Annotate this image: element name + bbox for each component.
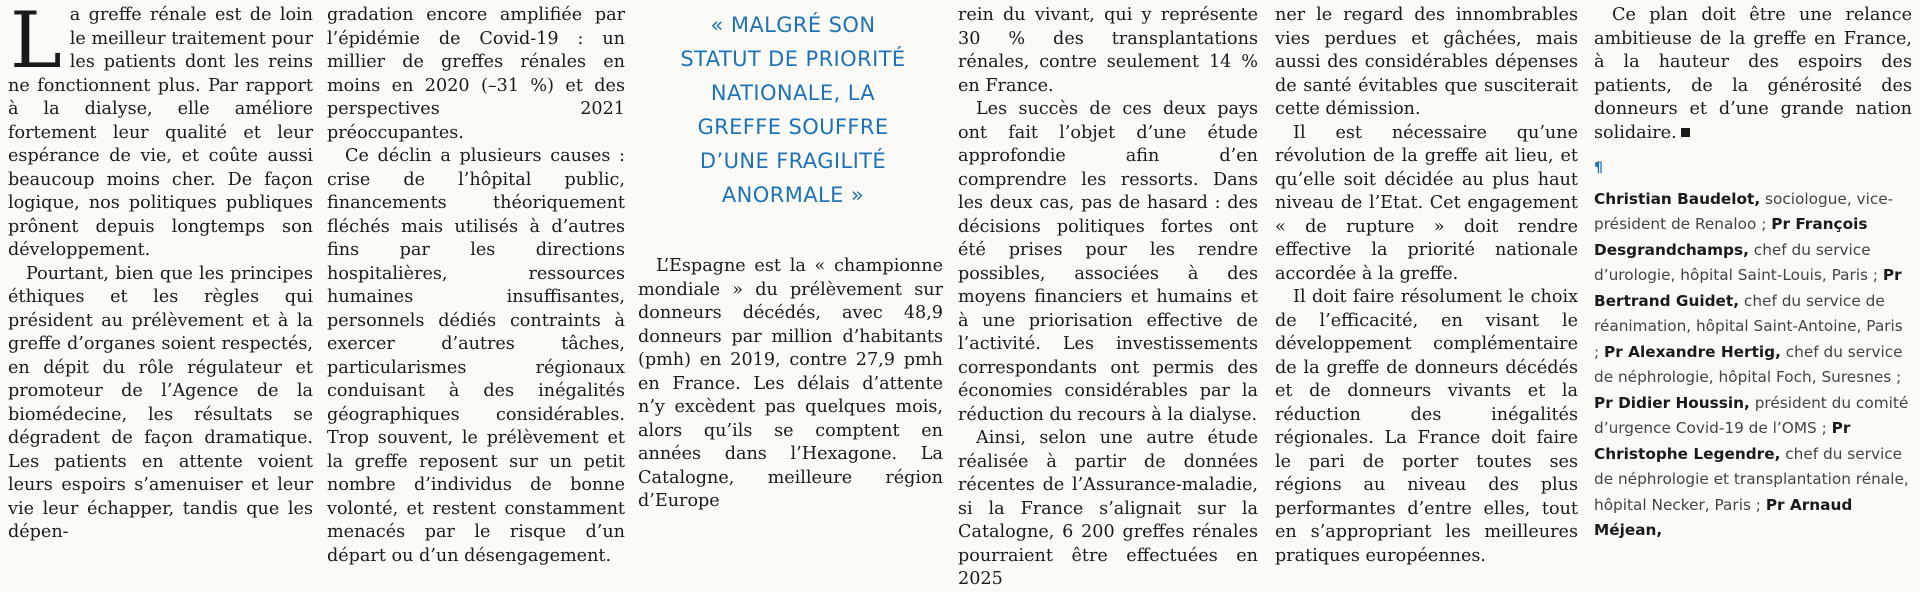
signatories-text (1594, 187, 1912, 544)
paragraph: ner le regard des innombrables vies perdues et gâchées, mais aussi des considérables dépenses de santé évitables que susciterait cette démission. (1275, 5, 1578, 119)
paragraph: Pourtant, bien que les principes éthiques et les règles qui président au prélèvement et à la greffe d’organes soient respectés, en dépit du rôle régulateur et promoteur de l’Agence de la biomédecine, les résultats se dégradent de façon dramatique. Les patients en attente voient leurs espoirs s’amenuiser et leur vie leur échapper, tandis que les dépen- (8, 263, 313, 542)
pull-quote: « MALGRÉ SON STATUT DE PRIORITÉ NATIONALE, LA GREFFE SOUFFRE D’UNE FRAGILITÉ ANORMALE » (680, 13, 906, 207)
paragraph: L’Espagne est la « championne mondiale » du prélèvement sur donneurs décédés, avec 48,9 donneurs par million d’habitants (pmh) en 2019, contre 27,9 pmh en France. Les délais d’attente n’y excèdent pas quelques mois, alors qu’ils se comptent en années dans l’Hexagone. La Catalogne, meilleure région d’Europe (638, 256, 943, 511)
paragraph (8, 0, 313, 263)
end-of-article-mark (1681, 128, 1690, 137)
drop-cap: L (10, 0, 62, 86)
paragraph: Ainsi, selon une autre étude réalisée à partir de données récentes de l’Assurance-maladie, si la France s’alignait sur la Catalogne, 6 200 greffes rénales pourraient être effectuées en 2025 (958, 428, 1258, 589)
signatory-name: Pr Christophe Legendre, (1594, 419, 1851, 463)
paragraph (1594, 4, 1912, 145)
paragraph: gradation encore amplifiée par l’épidémie de Covid-19 : un millier de greffes rénales en moins en 2020 (–31 %) et des perspectives 2021 préoccupantes. (327, 5, 625, 143)
signatory-role: chef du service de néphrologie et transplantation rénale, hôpital Necker, Paris ; (1594, 444, 1909, 514)
pilcrow-icon: ¶ (1594, 160, 1603, 176)
article-column-1 (8, 0, 313, 542)
paragraph-text: a greffe rénale est de loin le meilleur traitement pour les patients dont les reins ne fonctionnent plus. Par rapport à la dialyse, elle améliore fortement leur qualité et leur espérance de vie, et coûte aussi beaucoup moins cher. De façon logique, nos politiques publiques prônent depuis longtemps son développement. (8, 5, 313, 260)
signatories-list (1594, 187, 1912, 544)
article-column-2 (327, 4, 625, 566)
signatory-name: Christian Baudelot, (1594, 189, 1761, 208)
article-column-5 (1275, 4, 1578, 566)
paragraph: Il doit faire résolument le choix de l’efficacité, en visant le développement complémentaire de la greffe de donneurs décédés et de donneurs vivants et la réduction des inégalités régionales. La France doit faire le pari de porter toutes ses régions au niveau des plus performantes d’entre elles, tout en s’appropriant les meilleures pratiques européennes. (1275, 287, 1578, 566)
paragraph: Les succès de ces deux pays ont fait l’objet d’une étude approfondie afin d’en comprendre les ressorts. Dans les deux cas, pas de hasard : des décisions politiques fortes ont été prises pour les rendre possibles, associées à des moyens financiers et humains et à une priorisation effective de l’activité. Les investissements correspondants ont permis des économies considérables par la réduction du recours à la dialyse. (958, 99, 1258, 425)
paragraph: Il est nécessaire qu’une révolution de la greffe ait lieu, et qu’elle soit décidée au plus haut niveau de l’Etat. Cet engagement « de rupture » doit rendre effective la priorité nationale accordée à la greffe. (1275, 122, 1578, 284)
signatory-role: chef du service de réanimation, hôpital Saint-Antoine, Paris ; (1594, 291, 1903, 361)
article-column-6 (1594, 4, 1912, 539)
signatory-role: sociologue, vice-président de Renaloo ; (1594, 189, 1894, 233)
signatory-name: Pr Arnaud Méjean, (1594, 495, 1853, 539)
paragraph-text: Ce plan doit être une relance ambitieuse de la greffe en France, à la hauteur des espoirs des patients, de la générosité des donneurs et d’une grande nation solidaire. (1594, 5, 1912, 143)
signatory-name: Pr Alexandre Hertig, (1604, 342, 1781, 361)
signatory-name: Pr François Desgrandchamps, (1594, 215, 1868, 259)
article-column-4 (958, 4, 1258, 589)
signatory-name: Pr Didier Houssin, (1594, 393, 1750, 412)
signatory-role: chef du service d’urologie, hôpital Saint-Louis, Paris ; (1594, 240, 1879, 284)
signatory-role: chef du service de néphrologie, hôpital Foch, Suresnes ; (1594, 342, 1903, 386)
paragraph: Ce déclin a plusieurs causes : crise de l’hôpital public, financements théoriquement fléchés mais utilisés à d’autres fins par les directions hospitalières, ressources humaines insuffisantes, personnels dédiés contraints à exercer d’autres tâches, particularismes régionaux conduisant à des inégalités géographiques considérables. Trop souvent, le prélèvement et la greffe reposent sur un petit nombre d’individus de bonne volonté, et restent constamment menacés par le risque d’un départ ou d’un désengagement. (327, 146, 625, 566)
article-column-3 (638, 255, 943, 511)
paragraph: rein du vivant, qui y représente 30 % des transplantations rénales, contre seulement 14 % en France. (958, 5, 1258, 96)
signatory-name: Pr Bertrand Guidet, (1594, 266, 1902, 310)
signatory-role: président du comité d’urgence Covid-19 de l’OMS ; (1594, 393, 1909, 437)
